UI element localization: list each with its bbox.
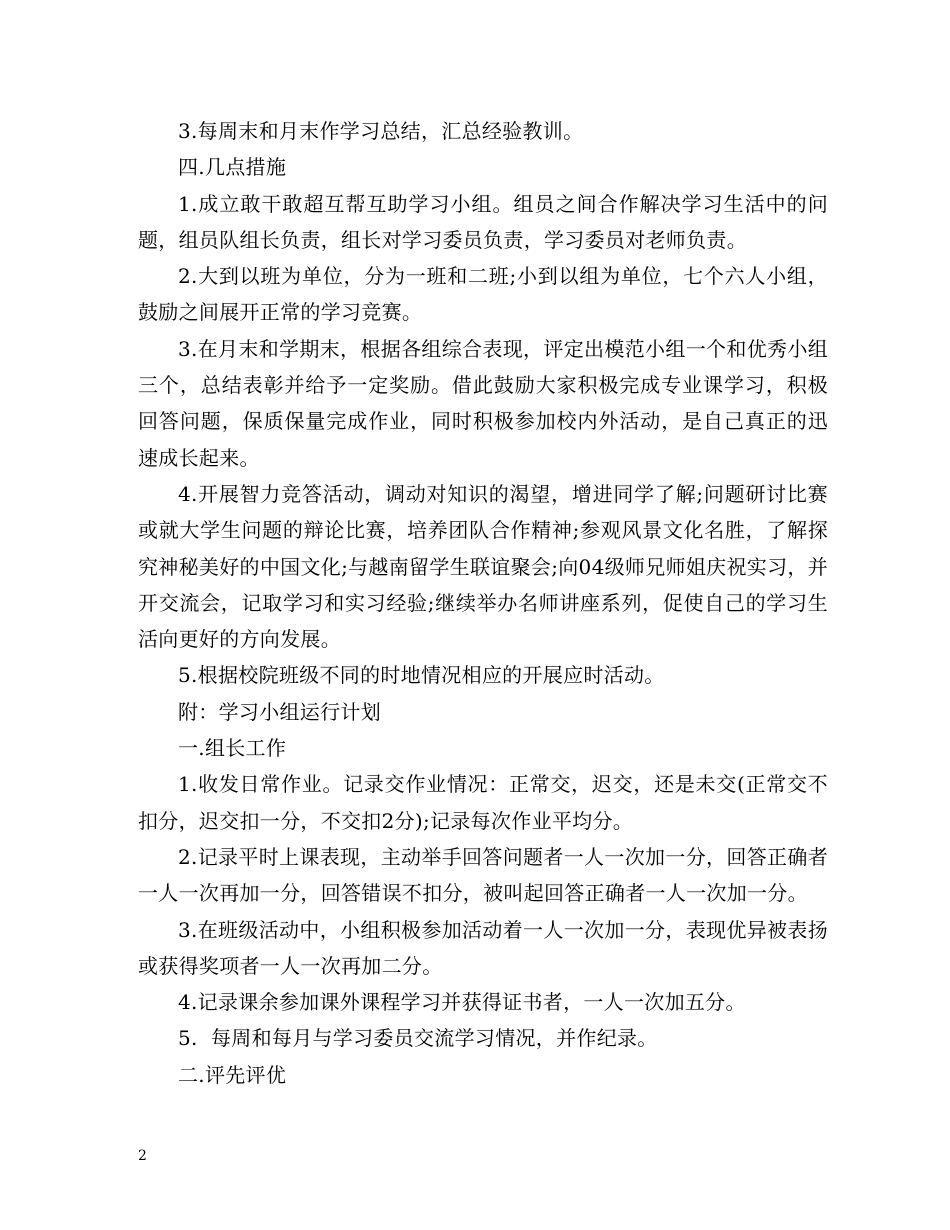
document-body [138,113,828,1093]
appendix-heading: 附：学习小组运行计划 [178,699,381,724]
section-heading-measures: 四.几点措施 [178,155,287,180]
paragraph-leader-task-5: 5. 每周和每月与学习委员交流学习情况，并作纪录。 [178,1026,658,1051]
paragraph-leader-task-2: 2.记录平时上课表现，主动举手回答问题者一人一次加一分，回答正确者一人一次再加一分，回答错误不扣分，被叫起回答正确者一人一次加一分。 [138,844,828,906]
paragraph-leader-task-4: 4.记录课余参加课外课程学习并获得证书者，一人一次加五分。 [178,990,746,1015]
paragraph-measure-4: 4.开展智力竞答活动，调动对知识的渴望，增进同学了解;问题研讨比赛或就大学生问题的辩论比赛，培养团队合作精神;参观风景文化名胜，了解探究神秘美好的中国文化;与越南留学生联谊聚会;向04级师兄师姐庆祝实习，并开交流会，记取学习和实习经验;继续举办名师讲座系列，促使自己的学习生活向更好的方向发展。 [138,481,828,652]
section-heading-evaluation: 二.评先评优 [178,1062,287,1087]
paragraph-leader-task-3: 3.在班级活动中，小组积极参加活动着一人一次加一分，表现优异被表扬或获得奖项者一人一次再加二分。 [138,917,828,978]
paragraph-leader-task-1: 1.收发日常作业。记录交作业情况：正常交，迟交，还是未交(正常交不扣分，迟交扣一分，不交扣2分);记录每次作业平均分。 [138,772,828,833]
paragraph-measure-3: 3.在月末和学期末，根据各组综合表现，评定出模范小组一个和优秀小组三个，总结表彰并给予一定奖励。借此鼓励大家积极完成专业课学习，积极回答问题，保质保量完成作业，同时积极参加校内外活动，是自己真正的迅速成长起来。 [138,336,828,470]
paragraph-measure-1: 1.成立敢干敢超互帮互助学习小组。组员之间合作解决学习生活中的问题，组员队组长负责，组长对学习委员负责，学习委员对老师负责。 [138,191,828,252]
page-number: 2 [138,1148,147,1164]
paragraph-summary-item-3: 3.每周末和月末作学习总结，汇总经验教训。 [178,119,584,143]
paragraph-measure-2: 2.大到以班为单位，分为一班和二班;小到以组为单位，七个六人小组，鼓励之间展开正常的学习竞赛。 [138,264,828,325]
paragraph-measure-5: 5.根据校院班级不同的时地情况相应的开展应时活动。 [178,663,665,688]
section-heading-leader-work: 一.组长工作 [178,736,287,761]
